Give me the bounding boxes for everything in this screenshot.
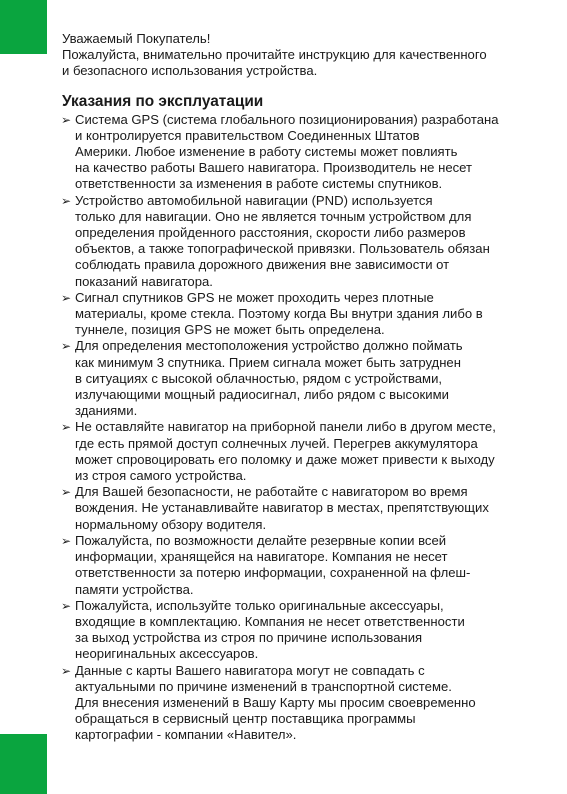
usage-note-line: актуальными по причине изменений в транспортной системе.: [75, 678, 452, 694]
usage-note-line: обращаться в сервисный центр поставщика программы: [75, 711, 416, 727]
usage-note-line: информации, хранящейся на навигаторе. Компания не несет: [75, 549, 448, 565]
green-accent-bar-top: [0, 0, 47, 54]
usage-note-line: соблюдать правила дорожного движения вне зависимости от: [75, 257, 450, 273]
usage-note-line: показаний навигатора.: [75, 273, 213, 289]
arrow-bullet-icon: ➢: [61, 290, 72, 305]
arrow-bullet-icon: ➢: [61, 339, 72, 354]
usage-note-line: Сигнал спутников GPS не может проходить через плотные: [75, 289, 434, 305]
usage-note-line: нормальному обзору водителя.: [75, 516, 267, 532]
usage-note-line: Для внесения изменений в Вашу Карту мы просим своевременно: [75, 694, 476, 710]
usage-note-item: [62, 338, 537, 419]
arrow-bullet-icon: ➢: [61, 112, 72, 127]
usage-note-item: [62, 193, 537, 290]
usage-note-item: [62, 663, 537, 744]
usage-note-item: [62, 290, 537, 339]
usage-note-item: [62, 533, 537, 598]
usage-note-line: из строя самого устройства.: [75, 468, 247, 484]
usage-note-line: Данные с карты Вашего навигатора могут не совпадать с: [75, 662, 425, 678]
usage-note-line: ответственности за потерю информации, сохраненной на флеш-: [75, 565, 471, 581]
usage-note-line: объектов, а также топографической привязки. Пользователь обязан: [75, 241, 490, 257]
usage-note-line: неоригинальных аксессуаров.: [75, 646, 259, 662]
usage-note-line: на качество работы Вашего навигатора. Производитель не несет: [75, 160, 472, 176]
usage-note-line: картографии - компании «Навител».: [75, 727, 297, 743]
usage-note-line: вождения. Не устанавливайте навигатор в местах, препятствующих: [75, 500, 489, 516]
document-content: [62, 31, 537, 744]
arrow-bullet-icon: ➢: [61, 485, 72, 500]
usage-note-line: за выход устройства из строя по причине использования: [75, 630, 423, 646]
usage-note-line: памяти устройства.: [75, 581, 194, 597]
usage-note-line: Устройство автомобильной навигации (PND) используется: [75, 192, 433, 208]
usage-note-line: ответственности за изменения в работе системы спутников.: [75, 176, 443, 192]
arrow-bullet-icon: ➢: [61, 598, 72, 613]
usage-note-line: Для определения местоположения устройство должно поймать: [75, 338, 463, 354]
usage-note-line: может спровоцировать его поломку и даже может привести к выходу: [75, 451, 495, 467]
arrow-bullet-icon: ➢: [61, 420, 72, 435]
arrow-bullet-icon: ➢: [61, 663, 72, 678]
usage-note-item: [62, 598, 537, 663]
green-accent-bar-bottom: [0, 734, 47, 794]
usage-note-line: Пожалуйста, используйте только оригинальные аксессуары,: [75, 597, 444, 613]
usage-note-line: только для навигации. Оно не является точным устройством для: [75, 208, 472, 224]
usage-note-line: Америки. Любое изменение в работу системы может повлиять: [75, 144, 458, 160]
usage-note-line: и контролируется правительством Соединенных Штатов: [75, 127, 420, 143]
usage-note-line: как минимум 3 спутника. Прием сигнала может быть затруднен: [75, 354, 461, 370]
intro-line: Пожалуйста, внимательно прочитайте инструкцию для качественного: [62, 47, 487, 63]
intro: [62, 31, 537, 80]
usage-note-line: Система GPS (система глобального позиционирования) разработана: [75, 111, 499, 127]
intro-line: и безопасного использования устройства.: [62, 63, 318, 79]
arrow-bullet-icon: ➢: [61, 533, 72, 548]
usage-note-line: Не оставляйте навигатор на приборной панели либо в другом месте,: [75, 419, 496, 435]
usage-note-line: определения пройденного расстояния, скорости либо размеров: [75, 225, 466, 241]
usage-note-item: [62, 112, 537, 193]
usage-note-line: входящие в комплектацию. Компания не несет ответственности: [75, 613, 465, 629]
usage-note-item: [62, 484, 537, 533]
usage-note-line: где есть прямой доступ солнечных лучей. Перегрев аккумулятора: [75, 435, 478, 451]
usage-notes-list: [62, 112, 537, 744]
greeting: Уважаемый Покупатель!: [62, 31, 211, 46]
usage-note-line: Для Вашей безопасности, не работайте с навигатором во время: [75, 484, 468, 500]
usage-note-line: туннеле, позиция GPS не может быть определена.: [75, 322, 385, 338]
usage-note-line: излучающими мощный радиосигнал, либо рядом с высокими: [75, 387, 449, 403]
section-title: Указания по эксплуатации: [62, 92, 264, 110]
usage-note-line: Пожалуйста, по возможности делайте резервные копии всей: [75, 532, 447, 548]
arrow-bullet-icon: ➢: [61, 193, 72, 208]
usage-note-line: в ситуациях с высокой облачностью, рядом с устройствами,: [75, 370, 443, 386]
usage-note-line: материалы, кроме стекла. Поэтому когда Вы внутри здания либо в: [75, 306, 483, 322]
usage-note-item: [62, 419, 537, 484]
usage-note-line: зданиями.: [75, 403, 138, 419]
